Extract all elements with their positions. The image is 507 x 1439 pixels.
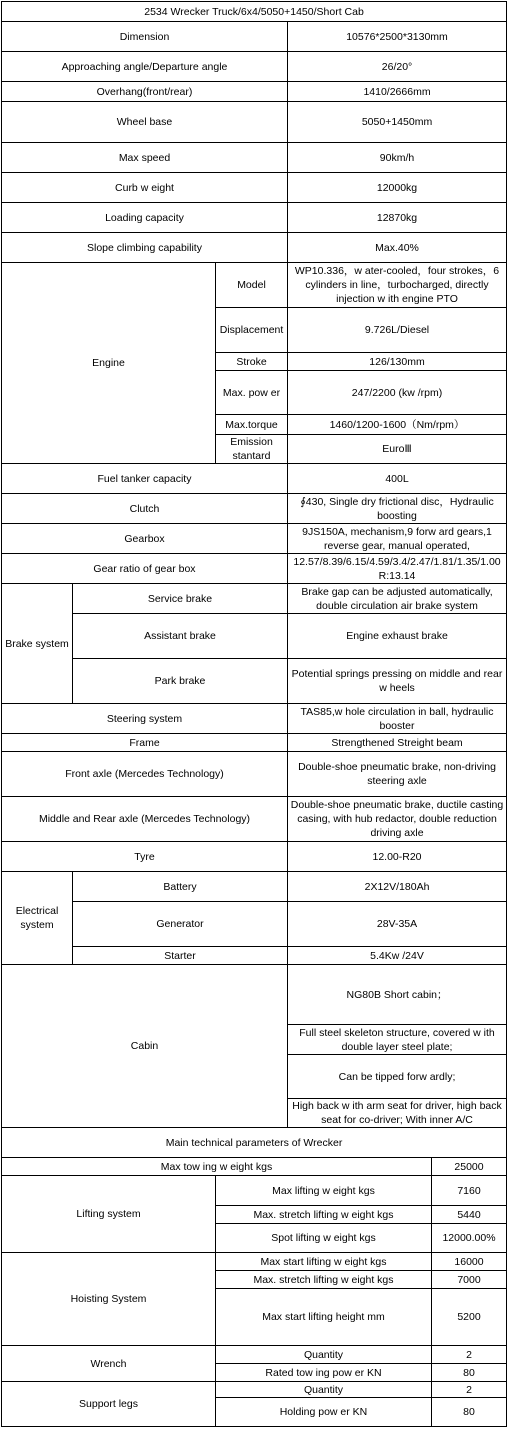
table-row	[2, 143, 507, 173]
table-title: 2534 Wrecker Truck/6x4/5050+1450/Short Cab	[2, 2, 507, 22]
table-row	[2, 263, 507, 308]
table-row	[2, 842, 507, 872]
row-label: Stroke	[216, 353, 288, 371]
row-label: Fuel tanker capacity	[2, 464, 288, 494]
row-value: 12000.00%	[432, 1224, 507, 1253]
row-value: 12000kg	[288, 173, 507, 203]
table-row	[2, 704, 507, 734]
row-value: 1460/1200-1600（Nm/rpm）	[288, 415, 507, 435]
row-label: Max tow ing w eight kgs	[2, 1158, 432, 1176]
row-value: 10576*2500*3130mm	[288, 22, 507, 52]
row-value: 400L	[288, 464, 507, 494]
row-label: Holding pow er KN	[216, 1398, 432, 1427]
section-label-lifting: Lifting system	[2, 1176, 216, 1253]
table-row	[2, 902, 507, 947]
row-value: 9.726L/Diesel	[288, 308, 507, 353]
row-label: Dimension	[2, 22, 288, 52]
row-value: 2	[432, 1382, 507, 1398]
section-label-brake: Brake system	[2, 584, 73, 704]
table-row	[2, 1253, 507, 1271]
row-value: 1410/2666mm	[288, 82, 507, 102]
row-value: 126/130mm	[288, 353, 507, 371]
row-value: 5.4Kw /24V	[288, 947, 507, 965]
row-label: Max. stretch lifting w eight kgs	[216, 1206, 432, 1224]
row-label: Model	[216, 263, 288, 308]
section-label-wrench: Wrench	[2, 1346, 216, 1382]
table-row	[2, 173, 507, 203]
row-label: Wheel base	[2, 102, 288, 143]
row-value: 90km/h	[288, 143, 507, 173]
row-label: Rated tow ing pow er KN	[216, 1364, 432, 1382]
row-value: Strengthened Streight beam	[288, 734, 507, 752]
row-label: Approaching angle/Departure angle	[2, 52, 288, 82]
table-row	[2, 659, 507, 704]
table-row	[2, 614, 507, 659]
row-label: Service brake	[73, 584, 288, 614]
row-value: 5200	[432, 1289, 507, 1346]
row-label: Quantity	[216, 1382, 432, 1398]
row-label: Curb w eight	[2, 173, 288, 203]
wrecker-heading: Main technical parameters of Wrecker	[2, 1128, 507, 1158]
row-value: 7160	[432, 1176, 507, 1206]
row-label: Max. stretch lifting w eight kgs	[216, 1271, 432, 1289]
table-row	[2, 203, 507, 233]
row-label: Frame	[2, 734, 288, 752]
table-row	[2, 1176, 507, 1206]
title-row	[2, 2, 507, 22]
table-row	[2, 734, 507, 752]
row-value: 7000	[432, 1271, 507, 1289]
row-label: Max.torque	[216, 415, 288, 435]
row-label: Max start lifting height mm	[216, 1289, 432, 1346]
row-value: 28V-35A	[288, 902, 507, 947]
row-label: Spot lifting w eight kgs	[216, 1224, 432, 1253]
row-label: Max speed	[2, 143, 288, 173]
row-value: 25000	[432, 1158, 507, 1176]
row-value: 9JS150A, mechanism,9 forw ard gears,1 reverse gear, manual operated,	[288, 524, 507, 554]
row-value: Double-shoe pneumatic brake, ductile casting casing, with hub redactor, double reduction driving axle	[288, 797, 507, 842]
cabin-item: NG80B Short cabin；	[288, 965, 507, 1025]
row-value: EuroⅢ	[288, 435, 507, 464]
table-row	[2, 797, 507, 842]
row-label: Starter	[73, 947, 288, 965]
table-row	[2, 82, 507, 102]
section-label-electrical: Electrical system	[2, 872, 73, 965]
table-row	[2, 494, 507, 524]
row-value: Max.40%	[288, 233, 507, 263]
row-label: Max. pow er	[216, 371, 288, 415]
table-row	[2, 22, 507, 52]
table-row	[2, 1346, 507, 1364]
row-value: Potential springs pressing on middle and rear w heels	[288, 659, 507, 704]
row-value: 80	[432, 1364, 507, 1382]
table-row	[2, 52, 507, 82]
row-value: 2X12V/180Ah	[288, 872, 507, 902]
row-label: Quantity	[216, 1346, 432, 1364]
row-label: Gearbox	[2, 524, 288, 554]
row-label: Max lifting w eight kgs	[216, 1176, 432, 1206]
row-label: Clutch	[2, 494, 288, 524]
row-label: Tyre	[2, 842, 288, 872]
table-row	[2, 554, 507, 584]
row-label: Assistant brake	[73, 614, 288, 659]
row-value: 5440	[432, 1206, 507, 1224]
row-label: Park brake	[73, 659, 288, 704]
row-value: TAS85,w hole circulation in ball, hydraulic booster	[288, 704, 507, 734]
row-value: 12870kg	[288, 203, 507, 233]
row-value: 12.57/8.39/6.15/4.59/3.4/2.47/1.81/1.35/1.00 R:13.14	[288, 554, 507, 584]
row-label: Slope climbing capability	[2, 233, 288, 263]
section-label-engine: Engine	[2, 263, 216, 464]
row-value: 26/20°	[288, 52, 507, 82]
table-row	[2, 584, 507, 614]
row-label: Battery	[73, 872, 288, 902]
wrecker-heading-row	[2, 1128, 507, 1158]
row-value: Double-shoe pneumatic brake, non-driving steering axle	[288, 752, 507, 797]
row-value: 247/2200 (kw /rpm)	[288, 371, 507, 415]
cabin-item: Can be tipped forw ardly;	[288, 1055, 507, 1099]
row-value: 2	[432, 1346, 507, 1364]
table-row	[2, 524, 507, 554]
table-row	[2, 752, 507, 797]
table-row	[2, 233, 507, 263]
row-label: Displacement	[216, 308, 288, 353]
row-label: Gear ratio of gear box	[2, 554, 288, 584]
spec-table	[1, 1, 507, 1427]
row-label: Front axle (Mercedes Technology)	[2, 752, 288, 797]
table-row	[2, 1382, 507, 1398]
section-label-support-legs: Support legs	[2, 1382, 216, 1427]
row-value: 80	[432, 1398, 507, 1427]
section-label-cabin: Cabin	[2, 965, 288, 1128]
row-value: Brake gap can be adjusted automatically, double circulation air brake system	[288, 584, 507, 614]
row-value: ∮430, Single dry frictional disc，Hydraulic boosting	[288, 494, 507, 524]
row-label: Loading capacity	[2, 203, 288, 233]
section-label-hoisting: Hoisting System	[2, 1253, 216, 1346]
table-row	[2, 965, 507, 1025]
row-label: Steering system	[2, 704, 288, 734]
table-row	[2, 464, 507, 494]
table-row	[2, 872, 507, 902]
row-label: Overhang(front/rear)	[2, 82, 288, 102]
row-value: 12.00-R20	[288, 842, 507, 872]
row-label: Generator	[73, 902, 288, 947]
table-row	[2, 102, 507, 143]
row-label: Emission stantard	[216, 435, 288, 464]
row-value: 16000	[432, 1253, 507, 1271]
row-value: 5050+1450mm	[288, 102, 507, 143]
row-label: Middle and Rear axle (Mercedes Technology)	[2, 797, 288, 842]
table-row	[2, 947, 507, 965]
table-row	[2, 1158, 507, 1176]
cabin-item: Full steel skeleton structure, covered w ith double layer steel plate;	[288, 1025, 507, 1055]
cabin-item: High back w ith arm seat for driver, high back seat for co-driver; With inner A/C	[288, 1099, 507, 1128]
row-value: WP10.336，w ater-cooled，four strokes，6 cylinders in line，turbocharged, directly injection w ith engine PTO	[288, 263, 507, 308]
row-value: Engine exhaust brake	[288, 614, 507, 659]
row-label: Max start lifting w eight kgs	[216, 1253, 432, 1271]
